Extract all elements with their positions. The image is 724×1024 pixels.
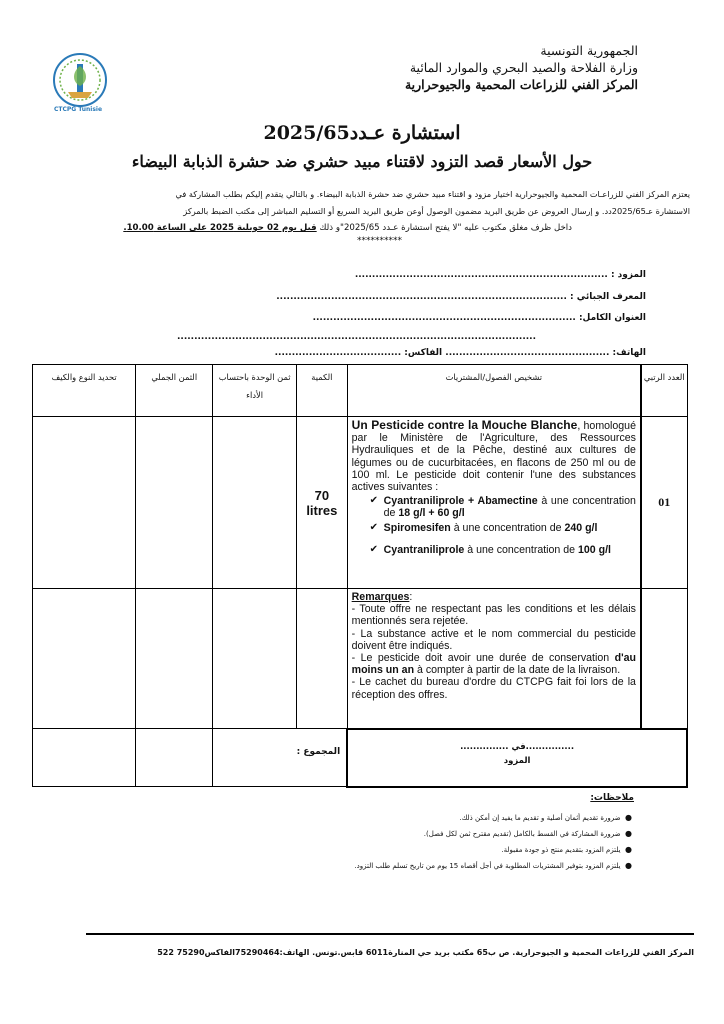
tax-id-field[interactable]: المعرف الجبائي : .....................................................................................	[276, 292, 646, 302]
remark-3: - Le pesticide doit avoir une durée de conservation d'au moins un an à compter à partir de la date de la livraison.	[351, 652, 636, 677]
intro-line-2: الاستشارة عـ2025/65دد. و إرسال العروض عن طريق البريد مضمون الوصول أوعن طريق البريد السريع أو التسليم المباشر إلى مكتب الضبط بالمركز	[183, 206, 690, 216]
header-total-price: الثمن الجملي	[136, 365, 213, 417]
cell-unit-price[interactable]	[213, 417, 297, 589]
intro-line-3	[34, 220, 690, 237]
list-item: ✔ Cyantraniliprole + Abamectine à une concentration de 18 g/l + 60 g/l	[369, 495, 636, 520]
remark-1: - Toute offre ne respectant pas les conditions et les délais mentionnés sera rejetée.	[351, 603, 636, 628]
substance-list	[352, 495, 636, 556]
checkmark-icon: ✔	[369, 521, 379, 533]
intro-stars: **********	[357, 236, 402, 246]
list-item: ● يلتزم المزود بتوفير المشتريات المطلوبة في أجل أقصاه 15 يوم من تاريخ تسلم طلب التزود.	[354, 861, 632, 870]
address-field[interactable]: العنوان الكامل: .............................................................................	[312, 313, 646, 323]
notes-title: ملاحظات:	[590, 793, 634, 803]
list-item: ● ضرورة تقديم أثمان أصلية و تقديم ما يفيد إن أمكن ذلك.	[459, 813, 632, 822]
cell-quantity	[297, 417, 348, 589]
total-label: المجموع :	[296, 747, 341, 757]
checkmark-icon: ✔	[369, 543, 379, 555]
remarks-row	[33, 589, 688, 729]
list-item: ✔ Cyantraniliprole à une concentration de 100 g/l	[369, 543, 611, 556]
signature-place: ............... في...............	[460, 741, 575, 752]
header-quantity: الكمية	[297, 365, 348, 417]
intro-paragraph	[34, 186, 690, 246]
cell-remarks: Remarques: - Toute offre ne respectant pas les conditions et les délais mentionnés sera rejetée. - La substance active et le nom commercial du pesticide doivent être indiqués. - Le pesticide doit avoir une durée de conservation d'au moins un an à compter à partir de la date de la livraison. - Le cachet du bureau d'ordre du CTCPG fait foi lors de la réception des offres.	[347, 589, 641, 729]
total-row	[33, 729, 688, 787]
signature-supplier: المزود	[503, 755, 531, 766]
header-type: تحديد النوع والكيف	[33, 365, 136, 417]
footer-address: المركز الفني للزراعات المحمية و الجيوحرارية. ص ب65 مكتب بريد حي المنارة6011 قابس.تونس. الهاتف:75290464الفاكس75290 522	[157, 948, 694, 957]
intro-deadline: قبل يوم 02 جويلية 2025 على الساعة 10.00.	[123, 223, 317, 233]
item-description: , homologué par le Ministère de l'Agriculture, des Ressources Hydrauliques et de la Pêche, destiné aux cultures de légumes ou de cucurbitacées, en flacons de 250 ml ou de 100 ml. Le pesticide doit contenir l'une des substances actives suivantes :	[351, 420, 636, 494]
consultation-title: استشارة عـدد2025/65	[263, 122, 461, 144]
header-center: المركز الفني للزراعات المحمية والجيوحرارية	[404, 77, 638, 92]
cell-type[interactable]	[33, 417, 136, 589]
cell-total-price[interactable]	[136, 417, 213, 589]
cell-total-type	[33, 729, 136, 787]
checkmark-icon: ✔	[369, 495, 379, 507]
cell-order: 01	[641, 417, 687, 589]
list-item: ✔ Spiromesifen à une concentration de 240 g/l	[369, 521, 598, 534]
consultation-subject: حول الأسعار قصد التزود لاقتناء مبيد حشري ضد حشرة الذبابة البيضاء	[131, 152, 593, 171]
table-header-row	[33, 365, 688, 417]
items-table	[32, 364, 688, 788]
header-block	[218, 42, 638, 93]
header-republic: الجمهورية التونسية	[540, 43, 638, 58]
cell-total-amount[interactable]	[136, 729, 213, 787]
cell-signature	[347, 729, 687, 787]
list-item: ● ضرورة المشاركة في القسط بالكامل (تقديم مقترح ثمن لكل فصل).	[423, 829, 632, 838]
item-title: Un Pesticide contre la Mouche Blanche	[351, 418, 578, 432]
intro-line-1: يعتزم المركز الفني للزراعـات المحمية والجيوحرارية اختيار مزود و اقتناء مبيد حشري ضد حشرة الذبابة البيضاء. و بالتالي يتقدم إليكم بطلب المشاركة في	[175, 189, 690, 199]
quantity-unit: litres	[306, 502, 338, 518]
quantity-value: 70	[314, 487, 330, 503]
address-continuation-field[interactable]: .........................................................................................................	[177, 332, 536, 342]
footer-divider	[86, 933, 694, 935]
header-unit-price: ثمن الوحدة باحتساب الأداء	[213, 365, 297, 417]
logo-caption: CTCPG Tunisie	[54, 106, 103, 113]
notes-list	[72, 812, 632, 872]
supplier-field[interactable]: المزود : ..........................................................................	[354, 270, 646, 280]
remarks-title: Remarques	[351, 591, 410, 603]
ctcpg-logo	[50, 52, 110, 112]
cell-total-label	[213, 729, 347, 787]
cell-designation	[347, 417, 641, 589]
header-designation: تشخيص الفصول/المشتريات	[347, 365, 641, 417]
remark-4: - Le cachet du bureau d'ordre du CTCPG fait foi lors de la réception des offres.	[351, 676, 636, 701]
header-ministry: وزارة الفلاحة والصيد البحري والموارد المائية	[409, 60, 638, 75]
table-row	[33, 417, 688, 589]
phone-fax-field[interactable]: الهاتف: ................................................ الفاكس: .....................................	[274, 348, 646, 358]
remark-2: - La substance active et le nom commercial du pesticide doivent être indiqués.	[351, 627, 636, 652]
list-item: ● يلتزم المزود بتقديم منتج ذو جودة مقبولة.	[501, 845, 632, 854]
intro-line-3-text: داخل ظرف مغلق مكتوب عليه "لا يفتح استشارة عـدد 2025/65"و ذلك	[316, 223, 572, 233]
header-order: العدد الرتبي	[641, 365, 687, 417]
